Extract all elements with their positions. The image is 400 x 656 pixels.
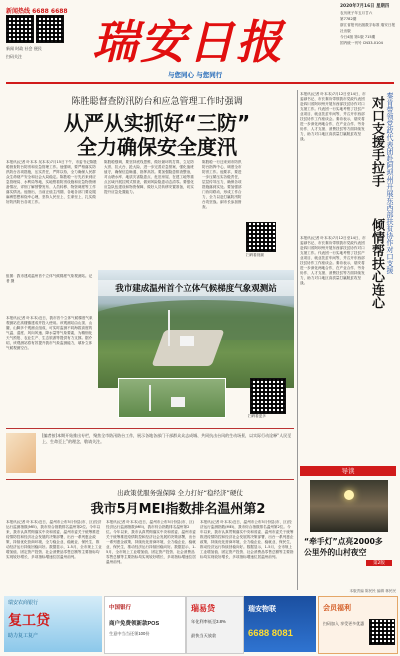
weather-title: 我市建成温州首个立体气候梯度气象观测站 bbox=[98, 280, 294, 296]
ad-loan-bank: 瑞安农商银行 bbox=[8, 600, 39, 606]
mei-body-col1: 本报讯(记者 叶本本)近日，温州市公布5月份县(市、区)经济运行监测指数(MEI)，我市综合指数排名温州第2位。今年以来，我市认真贯彻落实中央和省委、温州市委关于统筹推进疫情防控和经济社会发展的决策部署，出台一系列惠企政策，持续优化营商环境，全力稳企业、稳就业、保民生，推动经济运行持续回稳向好。数据显示，1-5月，全市规上工业增加值、固定资产投资、社会消费品零售总额等主要指标均实现较好增长，多项指标增速位居温州前列。 bbox=[6, 520, 102, 559]
sidebar-body-2: 本报讯(记者 叶本本)7月12日至14日，市委副书记、市长秦肯带领我市党政代表团赴四川省阿坝州开展东西部扶贫协作对口支援工作。代表团一行实地考察了扶贫产业项目、就业扶贫车间等，并召开东西部扶贫协作工作座谈会。秦肯表示，瑞安将进一步深化两地合作，在产业合作、劳务协作、人才支援、消费扶贫等方面持续发力，助力对口地区高质量打赢脱贫攻坚战。 bbox=[300, 236, 366, 285]
inset-tower bbox=[149, 385, 151, 411]
sidebar-divider bbox=[297, 90, 298, 590]
ad-loan[interactable] bbox=[4, 596, 102, 652]
weather-mast bbox=[168, 310, 170, 346]
hotline-label: 新闻热线 bbox=[6, 8, 31, 15]
sidebar-title-2: 倾情帮扶心连心 bbox=[369, 218, 384, 309]
ad-pos[interactable] bbox=[104, 596, 186, 654]
footer-credit: 本版责编 陈民民 编辑 林民民 bbox=[349, 589, 396, 593]
guide-box bbox=[300, 466, 396, 586]
hotline-number: 6688 6688 bbox=[32, 8, 68, 15]
ad-easy-loan-tail: 最快当天放款 bbox=[191, 633, 217, 638]
issue-date: 2020年7月16日 星期四 bbox=[340, 4, 390, 9]
guide-label: 导读 bbox=[300, 466, 396, 476]
weather-caption: 组图：我市建成温州首个立体气候梯度气象观测站。记者 摄 bbox=[6, 274, 93, 283]
ad-members[interactable] bbox=[318, 596, 398, 654]
lead-kicker: 陈胜聪督查防汛防台和应急管理工作时强调 bbox=[71, 97, 243, 107]
guide-headline-1: “牵手灯”点亮2000多 bbox=[304, 537, 383, 546]
masthead-slogan: 与您同心 与您同行 bbox=[168, 71, 223, 79]
masthead-info bbox=[340, 4, 398, 46]
ad-members-qr bbox=[369, 619, 395, 645]
lead-qr-code bbox=[246, 222, 276, 252]
mei-kicker: 出政策优服务强保障 全力打好“稳经济”硬仗 bbox=[117, 489, 243, 497]
page-info: 今日4版 第1版 715期 bbox=[340, 35, 376, 39]
ad-members-title: 会员福利 bbox=[323, 605, 351, 612]
lead-title-line1: 从严从实抓好“三防” bbox=[63, 111, 251, 135]
edition-number: 第7782期 bbox=[340, 17, 357, 21]
sidebar-title-1: 对口支援手拉手 bbox=[369, 96, 384, 187]
masthead-logo: 瑞安日报 bbox=[92, 15, 284, 69]
ad-pos-bank: 中国银行 bbox=[109, 605, 132, 611]
ad-loan-sub: 助力复工复产 bbox=[8, 633, 39, 639]
mei-body-col3: 本报讯(记者 叶本本)近日，温州市公布5月份县(市、区)经济运行监测指数(MEI)，我市综合指数排名温州第2位。今年以来，我市认真贯彻落实中央和省委、温州市委关于统筹推进疫情防控和经济社会发展的决策部署，出台一系列惠企政策，持续优化营商环境，全力稳企业、稳就业、保民生，推动经济运行持续回稳向好。数据显示，1-5月，全市规上工业增加值、固定资产投资、社会消费品零售总额等主要指标均实现较好增长，多项指标增速位居温州前列。 bbox=[200, 520, 294, 559]
hotline bbox=[6, 6, 68, 15]
lead-qr-caption: 扫码看视频 bbox=[246, 253, 264, 257]
ad-easy-loan-title: 瑞易贷 bbox=[191, 604, 215, 613]
lead-body-mid: 陈胜聪强调，要坚持底线思维，做好最坏的打算，立足防大汛、抗大台、抢大险，进一步完善应急预案，强化值班值守，确保信息畅通、指挥高效。要加强隐患排查整治，对山塘水库、地质灾害隐患点、危旧房屋、在建工地等重点区域开展拉网式排查，做到风险隐患动态清零。要强化应急队伍建设和物资保障，做好人员转移安置准备，切实提升应急处置能力。 bbox=[104, 160, 194, 194]
mei-body-col2: 本报讯(记者 叶本本)近日，温州市公布5月份县(市、区)经济运行监测指数(MEI)，我市综合指数排名温州第2位。今年以来，我市认真贯彻落实中央和省委、温州市委关于统筹推进疫情防控和经济社会发展的决策部署，出台一系列惠企政策，持续优化营商环境，全力稳企业、稳就业、保民生，推动经济运行持续回稳向好。数据显示，1-5月，全市规上工业增加值、固定资产投资、社会消费品零售总额等主要指标均实现较好增长，多项指标增速位居温州前列。 bbox=[106, 520, 196, 564]
lead-body-right: 陈胜聪一行还来到市防汛防台指挥中心，调度全市防汛工作。他要求，要进一步压紧压实各级责任，层层传导压力，确保各项措施落到实处。要加强部门协同联动，形成工作合力，全力以赴打赢防汛防台攻坚战。副市长参加督查。 bbox=[202, 160, 242, 209]
publisher-info: 浙江省报刊出版数字标准 瑞安日报社出版 bbox=[340, 23, 396, 33]
masthead-qr-code bbox=[6, 15, 34, 43]
registration-code: 国内统一刊号 CN33-0104 bbox=[340, 41, 383, 45]
sidebar-body: 本报讯(记者 叶本本)7月12日至14日，市委副书记、市长秦肯带领我市党政代表团赴四川省阿坝州开展东西部扶贫协作对口支援工作。代表团一行实地考察了扶贫产业项目、就业扶贫车间等，并召开东西部扶贫协作工作座谈会。秦肯表示，瑞安将进一步深化两地合作，在产业合作、劳务协作、人才支援、消费扶贫等方面持续发力，助力对口地区高质量打赢脱贫攻坚战。 bbox=[300, 92, 366, 141]
inset-house bbox=[171, 397, 185, 407]
ad-logistics-phone: 6688 8081 bbox=[248, 628, 293, 639]
ad-pos-sub: 生意中当当还领100份 bbox=[109, 631, 150, 636]
masthead-qr-code-2 bbox=[36, 15, 64, 43]
ad-logistics-title: 瑞安物联 bbox=[248, 606, 276, 613]
lead-body-left: 本报讯(记者 叶本本 吴本本)7月15日下午，市委书记陈胜聪督查防台防汛和应急管理工作。他强调，要严格落实防汛防台各项措施，压实责任，严阵以待，全力确保人民群众生命财产安全和社会大局稳定。陈胜聪一行先后来到应急管理局、水利局等地，实地察看防汛设施和应急物资储备情况，详细了解预警发布、人员转移、物资调度等工作落实情况。他指出，当前正值主汛期，各地各部门要克服麻痹思想和侥幸心理，坚持人民至上、生命至上，扎实做好防汛防台各项工作。 bbox=[6, 160, 98, 204]
ad-easy-loan[interactable] bbox=[186, 596, 244, 654]
column-badge bbox=[6, 433, 36, 473]
masthead-rule bbox=[6, 82, 394, 84]
masthead bbox=[0, 0, 400, 84]
mei-title: 我市5月MEI指数排名温州第2 bbox=[90, 502, 266, 517]
weather-photo-inset bbox=[118, 378, 226, 418]
guide-page-ref: 第2版 bbox=[366, 560, 392, 566]
editor-note bbox=[6, 428, 294, 480]
lead-title-line2: 全力确保安全度汛 bbox=[77, 135, 237, 159]
sidebar-headline: 秦肯带领党政代表团赴阿坝州开展东西部扶贫协作对口支援 bbox=[386, 92, 394, 274]
guide-photo bbox=[310, 480, 388, 532]
ad-pos-title: 商户免费领新款POS bbox=[109, 621, 160, 627]
ad-logistics[interactable] bbox=[244, 596, 316, 652]
station-building bbox=[180, 336, 194, 346]
ad-easy-loan-sub: 年化利率低至3.8% bbox=[191, 619, 226, 624]
guide-headline-2: 公里外的山村夜空 bbox=[304, 548, 367, 557]
masthead-left-small: 新闻 时政 社会 便民 bbox=[6, 46, 42, 51]
weather-qr-code bbox=[250, 378, 286, 414]
masthead-qr-label: 扫码关注 bbox=[6, 54, 22, 59]
ad-loan-title: 复工贷 bbox=[8, 612, 50, 628]
weather-qr-caption: 扫码看更多 bbox=[248, 414, 266, 418]
weather-body: 本报讯(记者 叶本本)近日，我市首个立体气候梯度气象观测站在高楼镇建成并投入使用。该观测站由山顶、山腰、山脚多个观测点组成，可实时监测不同海拔高度的气温、湿度、风向风速、降水量等气象要素，为精细化天气预报、农业生产、生态旅游等提供有力支撑。据介绍，该观测站将有效提升我市气象监测能力，填补立体气候观测空白。 bbox=[6, 316, 93, 350]
lunar-date: 农历庚子年五月廿六 bbox=[340, 11, 373, 15]
editor-note-text: [编者按]本期开始推出专栏，聚焦全市防汛防台工作，展示各地各部门干部群众众志成城、共同抗击台风的生动场景，以实际行动诠释“人民至上、生命至上”的理念，敬请关注。 bbox=[42, 433, 292, 444]
ad-members-sub: 扫码加入 享受更多优惠 bbox=[323, 621, 365, 626]
guide-photo-lamp bbox=[344, 490, 354, 500]
